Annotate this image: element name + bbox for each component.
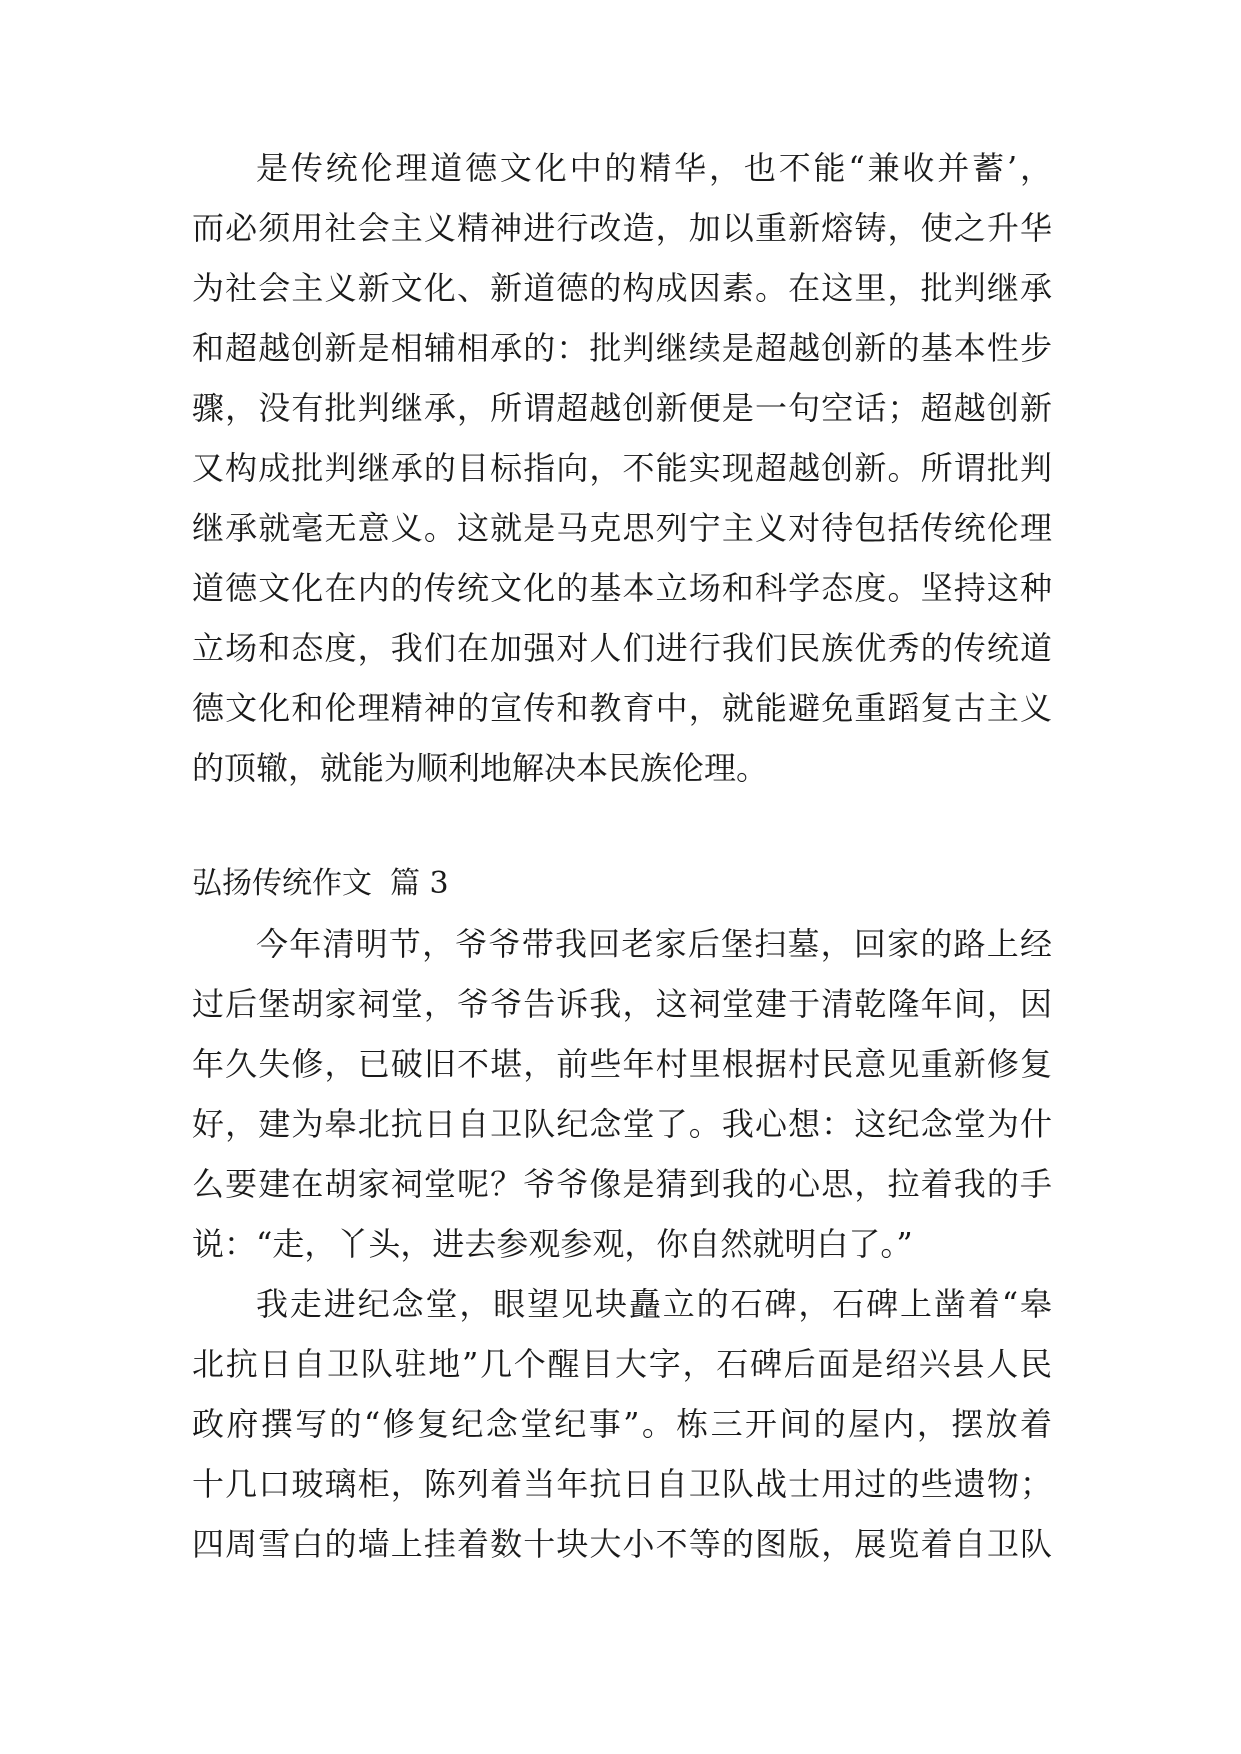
text-line: 为社会主义新文化、新道德的构成因素。在这里，批判继承 bbox=[192, 269, 1052, 307]
heading-title: 弘扬传统作文 bbox=[192, 866, 372, 901]
text-line: 说：“走，丫头，进去参观参观，你自然就明白了。” bbox=[192, 1225, 913, 1263]
text-line: 北抗日自卫队驻地”几个醒目大字，石碑后面是绍兴县人民 bbox=[192, 1345, 1052, 1383]
text-line: 骤，没有批判继承，所谓超越创新便是一句空话；超越创新 bbox=[192, 389, 1052, 427]
text-line: 继承就毫无意义。这就是马克思列宁主义对待包括传统伦理 bbox=[192, 509, 1052, 547]
text-line: 的顶辙，就能为顺利地解决本民族伦理。 bbox=[192, 749, 769, 787]
text-line: 十几口玻璃柜，陈列着当年抗日自卫队战士用过的些遗物； bbox=[192, 1465, 1052, 1503]
text-line: 政府撰写的“修复纪念堂纪事”。栋三开间的屋内，摆放着 bbox=[192, 1405, 1052, 1443]
text-line: 我走进纪念堂，眼望见块矗立的石碑，石碑上凿着“皋 bbox=[256, 1285, 1052, 1323]
text-line: 四周雪白的墙上挂着数十块大小不等的图版，展览着自卫队 bbox=[192, 1525, 1052, 1563]
text-line: 和超越创新是相辅相承的：批判继续是超越创新的基本性步 bbox=[192, 329, 1052, 367]
text-line: 而必须用社会主义精神进行改造，加以重新熔铸，使之升华 bbox=[192, 209, 1052, 247]
text-line: 么要建在胡家祠堂呢？爷爷像是猜到我的心思，拉着我的手 bbox=[192, 1165, 1052, 1203]
text-line: 年久失修，已破旧不堪，前些年村里根据村民意见重新修复 bbox=[192, 1045, 1052, 1083]
text-line: 是传统伦理道德文化中的精华，也不能“兼收并蓄’， bbox=[256, 149, 1052, 187]
text-line: 道德文化在内的传统文化的基本立场和科学态度。坚持这种 bbox=[192, 569, 1052, 607]
text-line: 过后堡胡家祠堂，爷爷告诉我，这祠堂建于清乾隆年间，因 bbox=[192, 985, 1052, 1023]
section-heading bbox=[192, 854, 449, 914]
text-line: 今年清明节，爷爷带我回老家后堡扫墓，回家的路上经 bbox=[256, 925, 1052, 963]
text-line: 立场和态度，我们在加强对人们进行我们民族优秀的传统道 bbox=[192, 629, 1052, 667]
text-line: 又构成批判继承的目标指向，不能实现超越创新。所谓批判 bbox=[192, 449, 1052, 487]
text-line: 好，建为皋北抗日自卫队纪念堂了。我心想：这纪念堂为什 bbox=[192, 1105, 1052, 1143]
heading-number: 篇 3 bbox=[390, 866, 449, 901]
text-line: 德文化和伦理精神的宣传和教育中，就能避免重蹈复古主义 bbox=[192, 689, 1052, 727]
